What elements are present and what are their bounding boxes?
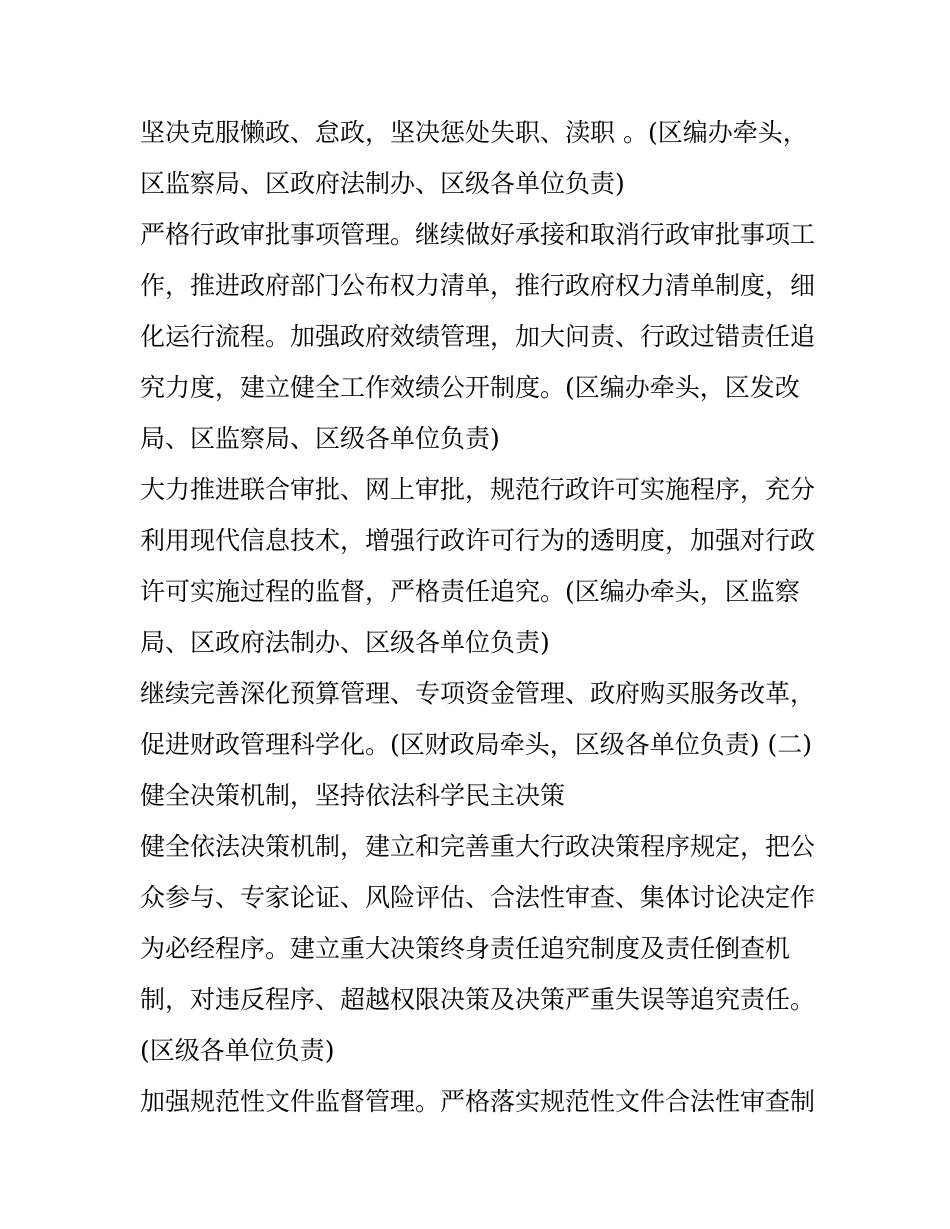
text-line: 促进财政管理科学化。(区财政局牵头，区级各单位负责) (二): [140, 730, 812, 759]
text-line: 制，对违反程序、超越权限决策及决策严重失误等追究责任。: [140, 985, 816, 1014]
text-line: 作，推进政府部门公布权力清单，推行政府权力清单制度，细: [140, 271, 816, 300]
text-line: 为必经程序。建立重大决策终身责任追究制度及责任倒查机: [140, 934, 791, 963]
text-line: 究力度，建立健全工作效绩公开制度。(区编办牵头，区发改: [140, 373, 800, 402]
text-line: 大力推进联合审批、网上审批，规范行政许可实施程序，充分: [140, 475, 816, 504]
text-line: 局、区政府法制办、区级各单位负责): [140, 628, 550, 657]
text-line: 局、区监察局、区级各单位负责): [140, 424, 500, 453]
text-line: 健全依法决策机制，建立和完善重大行政决策程序规定，把公: [140, 832, 816, 861]
text-line: 化运行流程。加强政府效绩管理，加大问责、行政过错责任追: [140, 322, 816, 351]
text-line: 健全决策机制，坚持依法科学民主决策: [140, 781, 566, 810]
body-text: [140, 107, 820, 1127]
text-line: 众参与、专家论证、风险评估、合法性审查、集体讨论决定作: [140, 883, 816, 912]
text-line: 加强规范性文件监督管理。严格落实规范性文件合法性审查制: [140, 1087, 816, 1116]
text-line: (区级各单位负责): [140, 1036, 335, 1065]
text-line: 继续完善深化预算管理、专项资金管理、政府购买服务改革，: [140, 679, 816, 708]
text-line: 许可实施过程的监督，严格责任追究。(区编办牵头，区监察: [140, 577, 800, 606]
text-line: 坚决克服懒政、怠政，坚决惩处失职、渎职 。(区编办牵头，: [140, 118, 808, 147]
text-line: 区监察局、区政府法制办、区级各单位负责): [140, 169, 625, 198]
text-line: 严格行政审批事项管理。继续做好承接和取消行政审批事项工: [140, 220, 816, 249]
text-line: 利用现代信息技术，增强行政许可行为的透明度，加强对行政: [140, 526, 816, 555]
